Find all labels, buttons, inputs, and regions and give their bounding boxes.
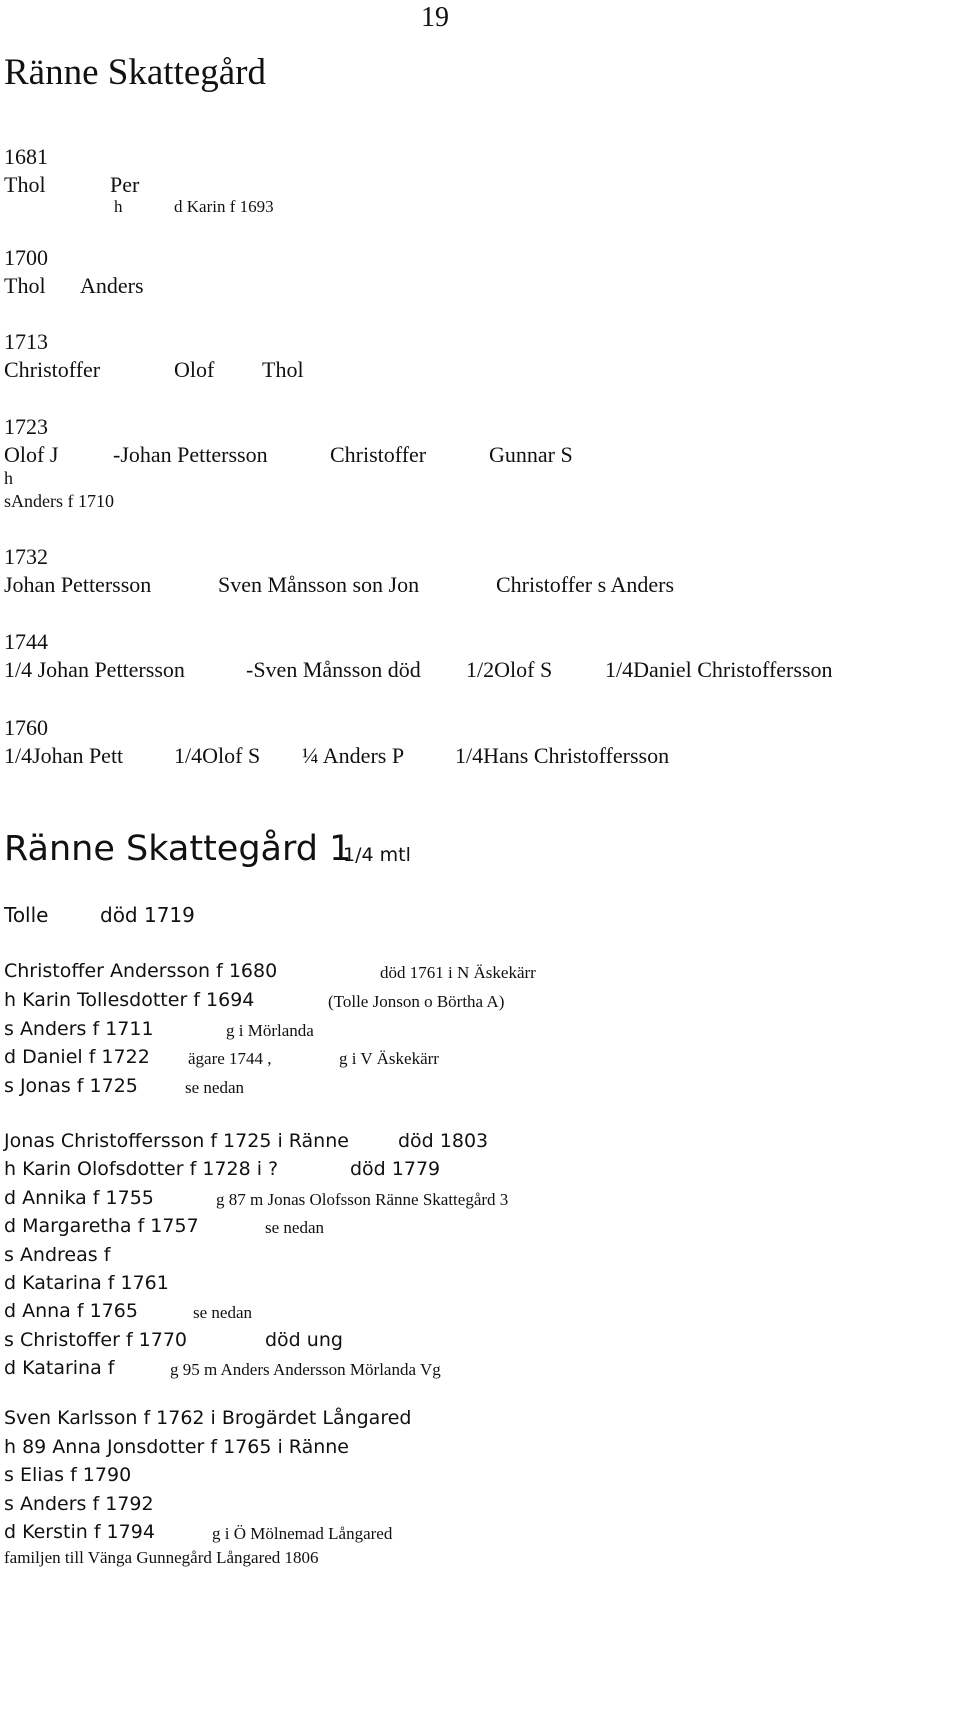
entry-1713-b: Olof — [174, 357, 215, 382]
christoffer-row-4: d Daniel f 1722 — [4, 1046, 150, 1068]
sven-note-5: g i Ö Mölnemad Långared — [212, 1524, 393, 1543]
entry-1681-b: Per — [110, 172, 140, 197]
entry-1700-b: Anders — [80, 273, 144, 298]
entry-1732-b: Sven Månsson son Jon — [218, 572, 420, 597]
christoffer-note-2: (Tolle Jonson o Börtha A) — [328, 992, 505, 1011]
sven-row-2: h 89 Anna Jonsdotter f 1765 i Ränne — [4, 1436, 349, 1458]
entry-1713-a: Christoffer — [4, 357, 101, 382]
christoffer-row-3: s Anders f 1711 — [4, 1018, 154, 1040]
tolle-death: död 1719 — [100, 903, 195, 927]
jonas-row-5: s Andreas f — [4, 1244, 111, 1266]
year-1744: 1744 — [4, 629, 48, 654]
year-1713: 1713 — [4, 329, 48, 354]
christoffer-note-5: se nedan — [185, 1078, 245, 1097]
jonas-note-7: se nedan — [193, 1303, 253, 1322]
christoffer-note-4b: g i V Äskekärr — [339, 1049, 439, 1068]
entry-1760-a: 1/4Johan Pett — [4, 743, 124, 768]
sven-row-3: s Elias f 1790 — [4, 1464, 132, 1486]
jonas-row-1: Jonas Christoffersson f 1725 i Ränne — [4, 1130, 349, 1152]
jonas-note-8: död ung — [265, 1329, 343, 1351]
entry-1744-c: 1/2Olof S — [466, 657, 553, 682]
entry-1723-c: Christoffer — [330, 442, 427, 467]
year-1681: 1681 — [4, 144, 48, 169]
sven-row-1: Sven Karlsson f 1762 i Brogärdet Långared — [4, 1407, 412, 1429]
entry-1681-a: Thol — [4, 172, 46, 197]
entry-1681-d: d Karin f 1693 — [174, 197, 274, 216]
jonas-row-2: h Karin Olofsdotter f 1728 i ? — [4, 1158, 279, 1180]
christoffer-row-2: h Karin Tollesdotter f 1694 — [4, 989, 255, 1011]
jonas-row-3: d Annika f 1755 — [4, 1187, 154, 1209]
entry-1723-a: Olof J — [4, 442, 59, 467]
christoffer-row-1: Christoffer Andersson f 1680 — [4, 960, 278, 982]
year-1700: 1700 — [4, 245, 48, 270]
entry-1723-e: h — [4, 468, 13, 488]
entry-1744-b: -Sven Månsson död — [246, 657, 421, 682]
year-1732: 1732 — [4, 544, 48, 569]
entry-1744-d: 1/4Daniel Christoffersson — [605, 657, 833, 682]
tolle-name: Tolle — [4, 903, 49, 927]
entry-1700-a: Thol — [4, 273, 46, 298]
entry-1723-f: sAnders f 1710 — [4, 491, 114, 511]
jonas-row-6: d Katarina f 1761 — [4, 1272, 169, 1294]
entry-1760-b: 1/4Olof S — [174, 743, 261, 768]
section-title: Ränne Skattegård 1 — [4, 829, 352, 869]
entry-1713-c: Thol — [262, 357, 304, 382]
year-1760: 1760 — [4, 715, 48, 740]
jonas-note-1: död 1803 — [398, 1130, 489, 1152]
entry-1732-c: Christoffer s Anders — [496, 572, 675, 597]
jonas-note-4: se nedan — [265, 1218, 325, 1237]
entry-1681-c: h — [114, 197, 123, 216]
jonas-note-3: g 87 m Jonas Olofsson Ränne Skattegård 3 — [216, 1190, 509, 1209]
jonas-row-9: d Katarina f — [4, 1357, 115, 1379]
jonas-row-8: s Christoffer f 1770 — [4, 1329, 188, 1351]
entry-1732-a: Johan Pettersson — [4, 572, 152, 597]
christoffer-note-4: ägare 1744 , — [188, 1049, 272, 1068]
sven-row-6: familjen till Vänga Gunnegård Långared 1806 — [4, 1548, 319, 1567]
jonas-row-7: d Anna f 1765 — [4, 1300, 138, 1322]
year-1723: 1723 — [4, 414, 48, 439]
entry-1723-d: Gunnar S — [489, 442, 573, 467]
jonas-row-4: d Margaretha f 1757 — [4, 1215, 199, 1237]
christoffer-note-1: död 1761 i N Äskekärr — [380, 963, 536, 982]
entry-1760-c: ¼ Anders P — [302, 743, 405, 768]
entry-1723-b: -Johan Pettersson — [113, 442, 268, 467]
sven-row-4: s Anders f 1792 — [4, 1493, 154, 1515]
sven-row-5: d Kerstin f 1794 — [4, 1521, 155, 1543]
jonas-note-9: g 95 m Anders Andersson Mörlanda Vg — [170, 1360, 441, 1379]
christoffer-note-3: g i Mörlanda — [226, 1021, 314, 1040]
page-number: 19 — [421, 2, 449, 33]
page-title: Ränne Skattegård — [4, 52, 266, 93]
entry-1744-a: 1/4 Johan Pettersson — [4, 657, 185, 682]
jonas-note-2: död 1779 — [350, 1158, 441, 1180]
section-mtl: 1/4 mtl — [343, 844, 411, 866]
entry-1760-d: 1/4Hans Christoffersson — [455, 743, 670, 768]
christoffer-row-5: s Jonas f 1725 — [4, 1075, 138, 1097]
